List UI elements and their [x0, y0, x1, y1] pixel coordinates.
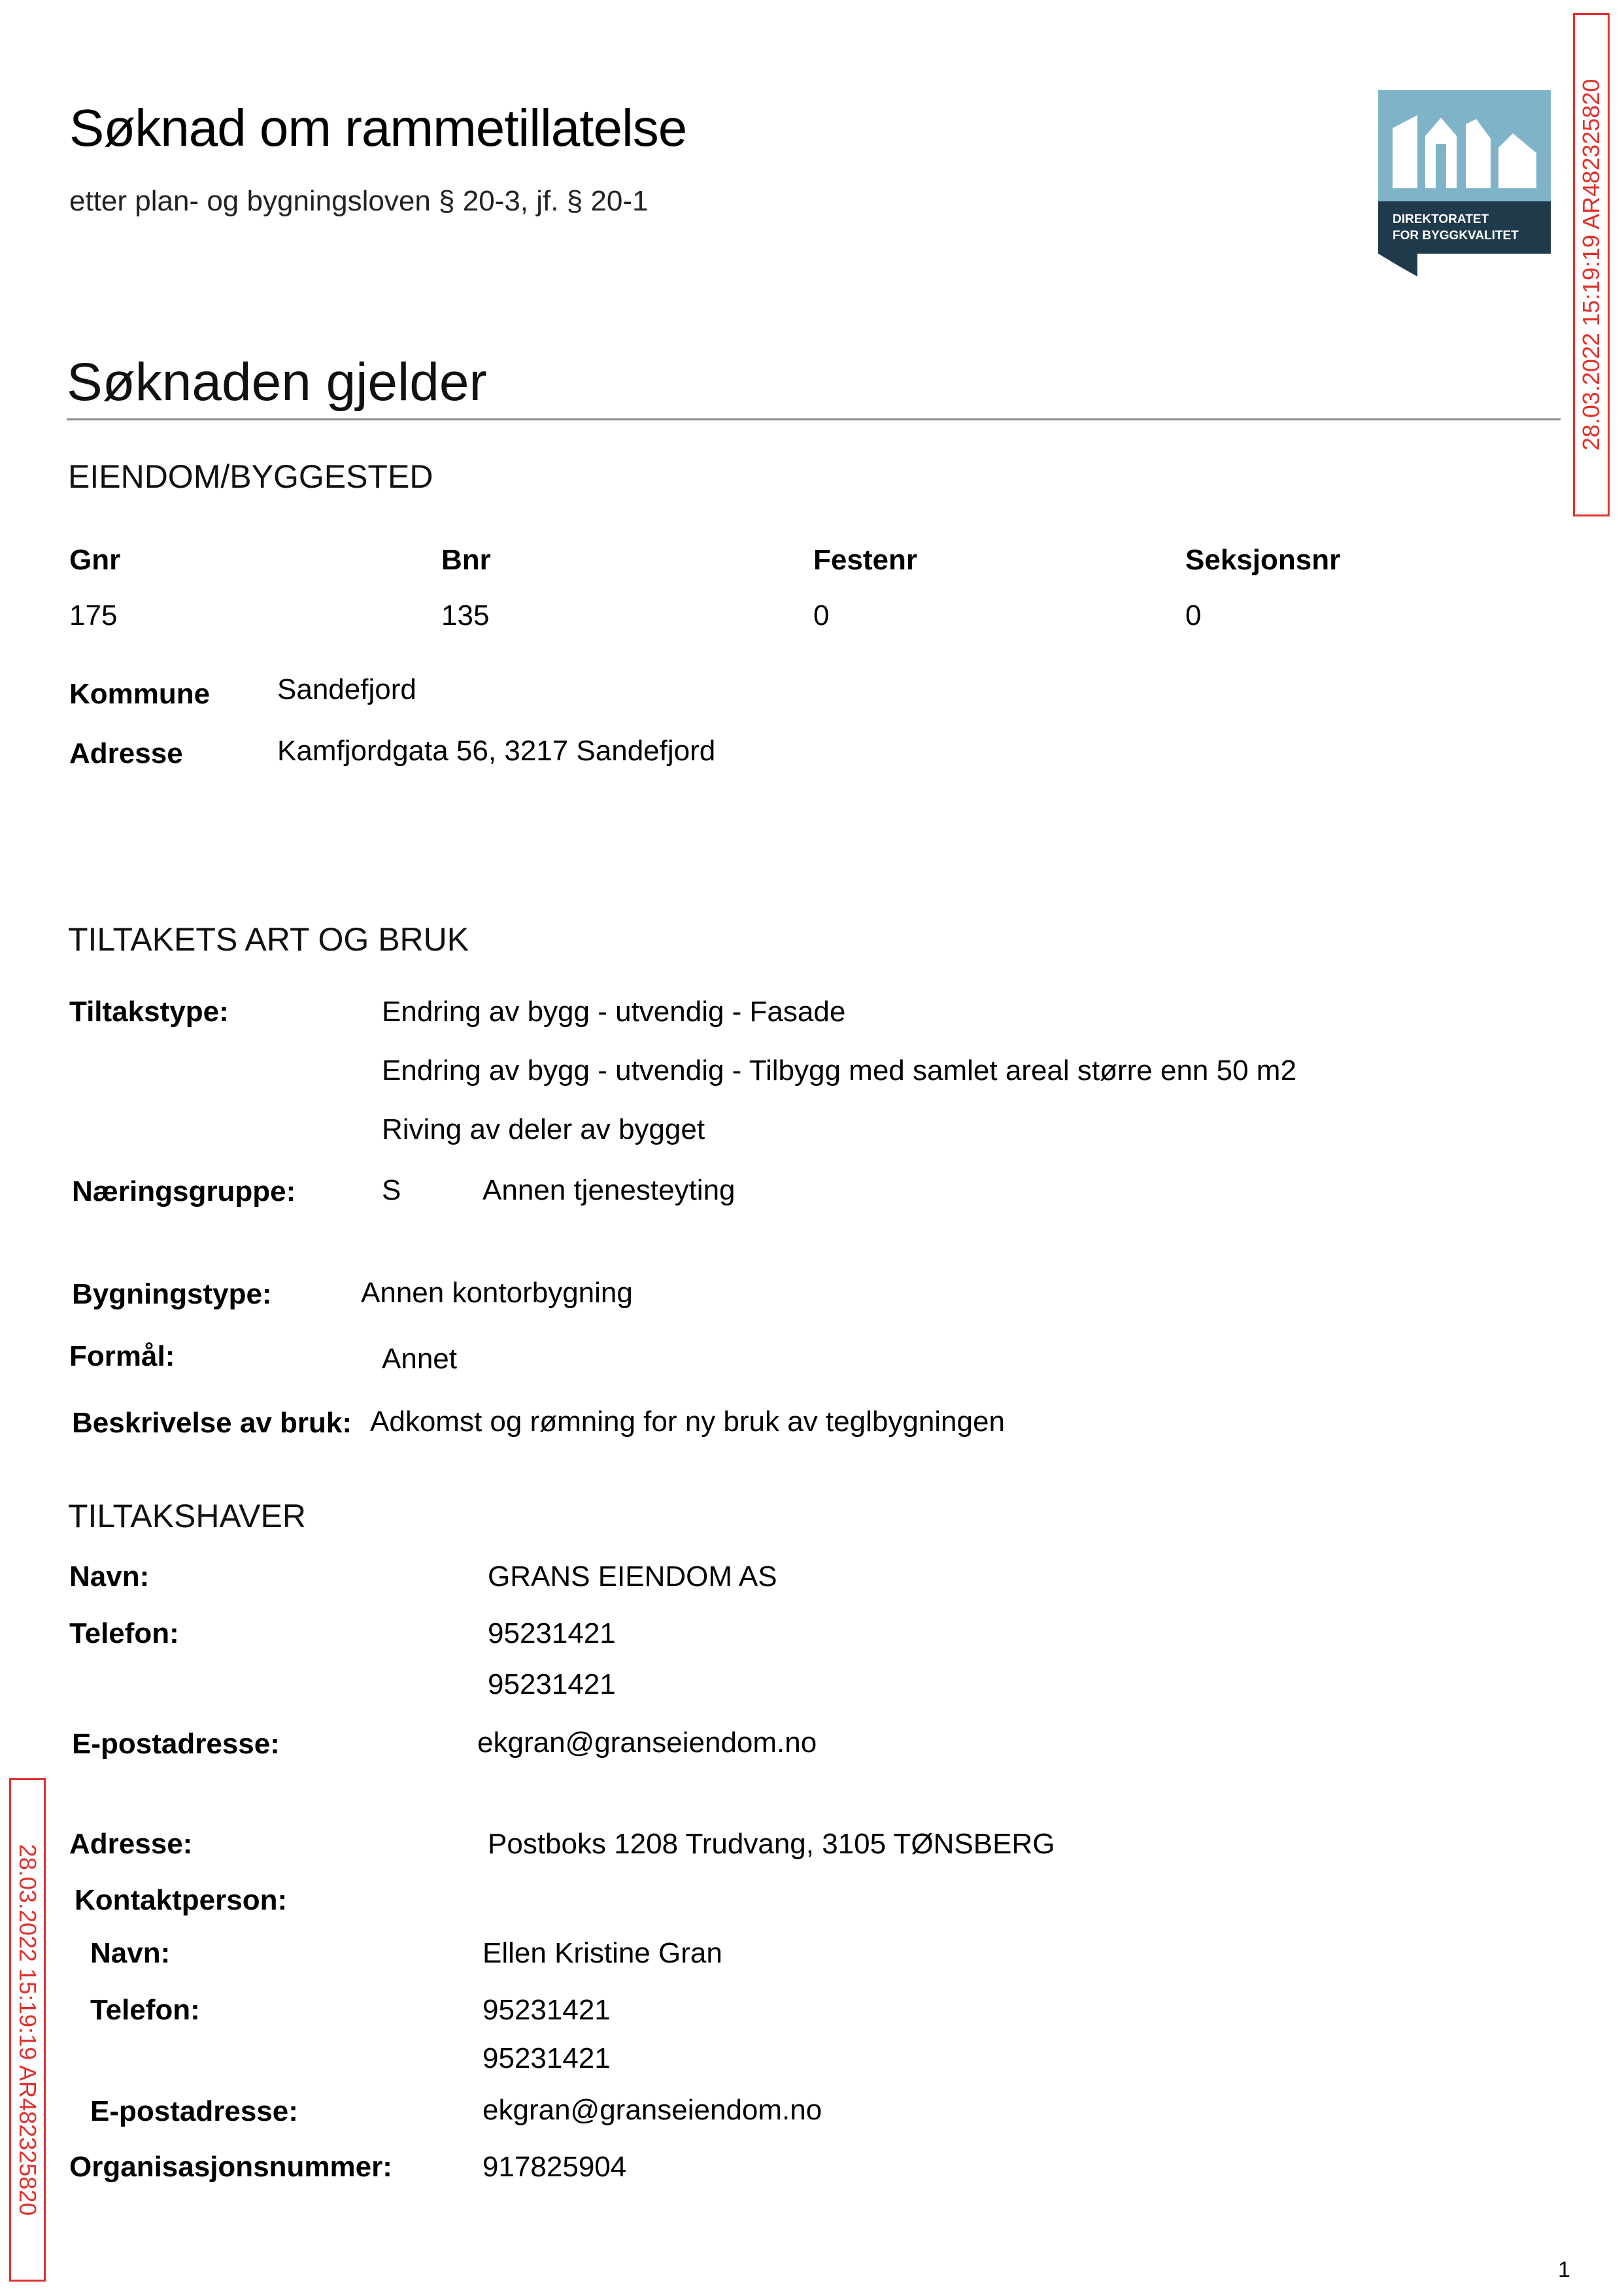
- section-title: Søknaden gjelder: [67, 352, 487, 412]
- svg-text:DIREKTORATET: DIREKTORATET: [1393, 212, 1489, 226]
- bnr-label: Bnr: [441, 544, 491, 576]
- telefon-value: 95231421: [488, 1668, 616, 1700]
- timestamp-stamp-left: [9, 1778, 46, 2282]
- tiltakstype-item: Riving av deler av bygget: [382, 1113, 705, 1145]
- formal-label: Formål:: [69, 1340, 175, 1372]
- svg-text:FOR BYGGKVALITET: FOR BYGGKVALITET: [1393, 229, 1519, 243]
- formal-value: Annet: [382, 1343, 457, 1375]
- document-title: Søknad om rammetillatelse: [69, 99, 687, 157]
- navn-value: GRANS EIENDOM AS: [488, 1560, 777, 1593]
- tiltakstype-item: Endring av bygg - utvendig - Fasade: [382, 996, 846, 1028]
- beskrivelse-label: Beskrivelse av bruk:: [72, 1407, 352, 1439]
- bnr-value: 135: [441, 599, 490, 632]
- stamp-text: 28.03.2022 15:19:19 AR482325820: [1578, 78, 1604, 451]
- kontaktperson-label: Kontaktperson:: [75, 1884, 288, 1916]
- kontakt-telefon-label: Telefon:: [90, 1994, 200, 2026]
- seksjonsnr-label: Seksjonsnr: [1185, 544, 1341, 576]
- stamp-text: 28.03.2022 15:19:19 AR482325820: [14, 1844, 41, 2216]
- bygningstype-label: Bygningstype:: [72, 1278, 272, 1310]
- tiltakshaver-adresse-value: Postboks 1208 Trudvang, 3105 TØNSBERG: [488, 1828, 1055, 1860]
- naeringsgruppe-code: S: [382, 1174, 401, 1206]
- epost-label: E-postadresse:: [72, 1728, 280, 1760]
- kontakt-telefon-value: 95231421: [482, 2042, 611, 2074]
- naeringsgruppe-value: Annen tjenesteyting: [482, 1174, 736, 1206]
- building-logo-icon: [1378, 90, 1551, 277]
- tiltakshaver-adresse-label: Adresse:: [69, 1828, 193, 1860]
- naeringsgruppe-label: Næringsgruppe:: [72, 1175, 296, 1207]
- beskrivelse-value: Adkomst og rømning for ny bruk av teglbygningen: [370, 1406, 1005, 1438]
- navn-label: Navn:: [69, 1560, 150, 1593]
- tiltakstype-item: Endring av bygg - utvendig - Tilbygg med samlet areal større enn 50 m2: [382, 1054, 1296, 1087]
- eiendom-heading: EIENDOM/BYGGESTED: [68, 458, 433, 495]
- page-number: 1: [1558, 2257, 1570, 2282]
- adresse-label: Adresse: [69, 737, 183, 769]
- kontakt-epost-label: E-postadresse:: [90, 2095, 298, 2127]
- orgnr-value: 917825904: [482, 2151, 627, 2183]
- seksjonsnr-value: 0: [1185, 599, 1202, 632]
- gnr-value: 175: [69, 599, 118, 632]
- kontakt-epost-value: ekgran@granseiendom.no: [482, 2094, 822, 2126]
- kontakt-navn-label: Navn:: [90, 1937, 171, 1969]
- dibk-logo: [1378, 90, 1551, 277]
- festenr-label: Festenr: [813, 544, 917, 576]
- gnr-label: Gnr: [69, 544, 121, 576]
- orgnr-label: Organisasjonsnummer:: [69, 2151, 392, 2183]
- festenr-value: 0: [813, 599, 830, 632]
- epost-value: ekgran@granseiendom.no: [477, 1727, 817, 1759]
- tiltakstype-label: Tiltakstype:: [69, 996, 229, 1028]
- kontakt-telefon-value: 95231421: [482, 1994, 611, 2026]
- kontakt-navn-value: Ellen Kristine Gran: [482, 1937, 722, 1969]
- document-subtitle: etter plan- og bygningsloven § 20-3, jf. § 20-1: [69, 185, 649, 217]
- kommune-label: Kommune: [69, 678, 211, 710]
- timestamp-stamp-right: [1573, 13, 1610, 516]
- telefon-label: Telefon:: [69, 1617, 179, 1649]
- adresse-value: Kamfjordgata 56, 3217 Sandefjord: [277, 735, 716, 767]
- tiltak-heading: TILTAKETS ART OG BRUK: [68, 921, 469, 958]
- section-divider: [67, 418, 1561, 420]
- kommune-value: Sandefjord: [277, 673, 416, 705]
- bygningstype-value: Annen kontorbygning: [361, 1277, 633, 1309]
- tiltakshaver-heading: TILTAKSHAVER: [68, 1498, 306, 1534]
- telefon-value: 95231421: [488, 1617, 616, 1649]
